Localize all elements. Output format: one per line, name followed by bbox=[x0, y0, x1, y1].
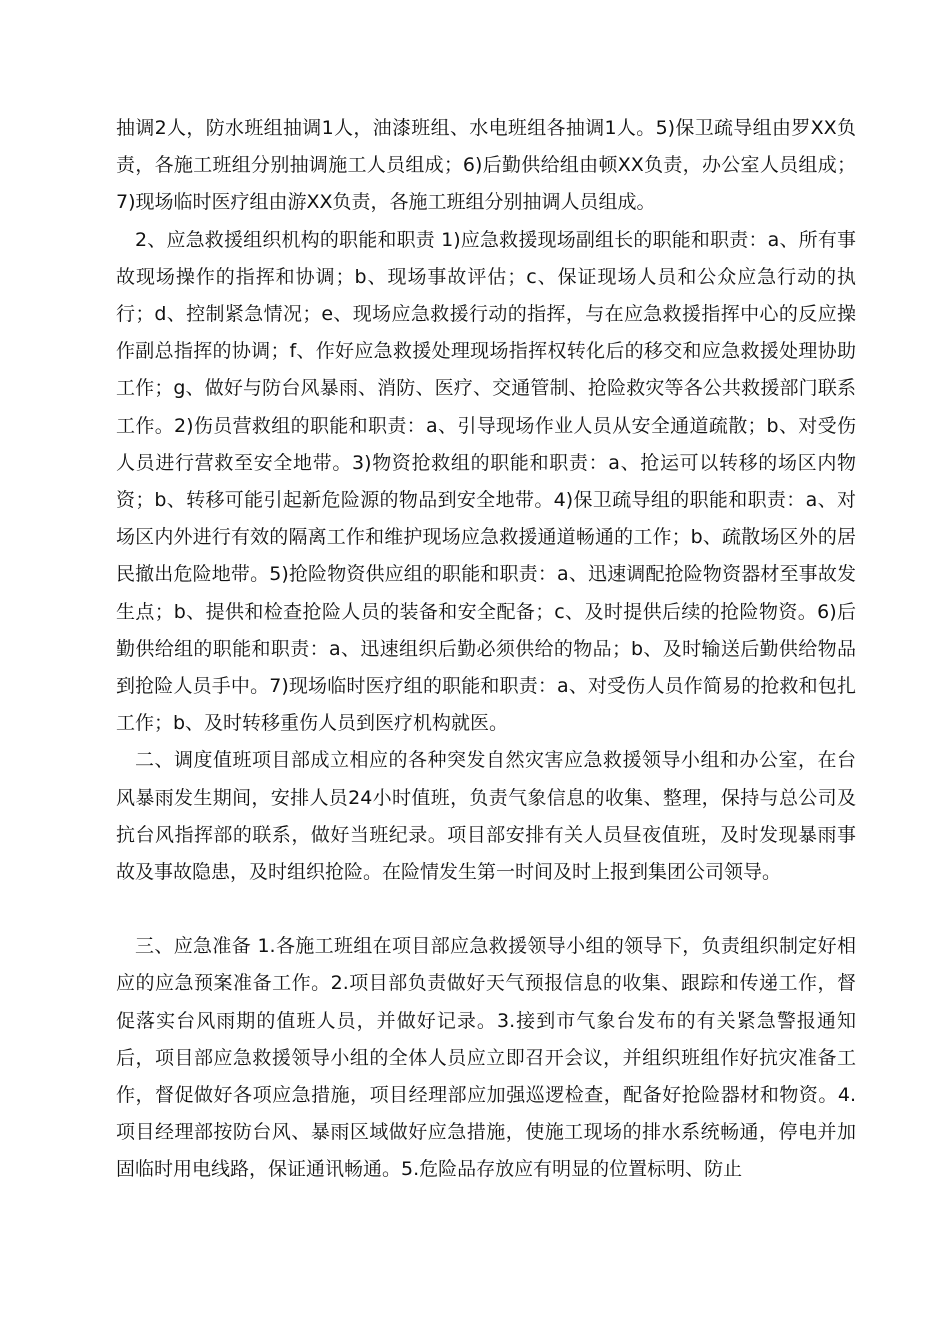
paragraph-emergency-preparation: 三、应急准备 1.各施工班组在项目部应急救援领导小组的领导下，负责组织制定好相应的应急预案准备工作。2.项目部负责做好天气预报信息的收集、跟踪和传递工作，督促落实台风雨期的值班人员，并做好记录。3.接到市气象台发布的有关紧急警报通知后，项目部应急救援领导小组的全体人员应立即召开会议，并组织班组作好抗灾准备工作，督促做好各项应急措施，项目经理部应加强巡逻检查，配备好抢险器材和物资。4.项目经理部按防台风、暴雨区域做好应急措施，使施工现场的排水系统畅通，停电并加固临时用电线路，保证通讯畅通。5.危险品存放应有明显的位置标明、防止 bbox=[116, 935, 856, 1181]
paragraph-duty-scheduling: 二、调度值班项目部成立相应的各种突发自然灾害应急救援领导小组和办公室，在台风暴雨发生期间，安排人员24小时值班，负责气象信息的收集、整理，保持与总公司及抗台风指挥部的联系，做好当班纪录。项目部安排有关人员昼夜值班，及时发现暴雨事故及事故隐患，及时组织抢险。在险情发生第一时间及时上报到集团公司领导。 bbox=[116, 749, 856, 884]
document-body bbox=[116, 110, 856, 1189]
paragraph-organization-duties: 2、应急救援组织机构的职能和职责 1)应急救援现场副组长的职能和职责：a、所有事故现场操作的指挥和协调；b、现场事故评估；c、保证现场人员和公众应急行动的执行；d、控制紧急情况；e、现场应急救援行动的指挥，与在应急救援指挥中心的反应操作副总指挥的协调；f、作好应急救援处理现场指挥权转化后的移交和应急救援处理协助工作；g、做好与防台风暴雨、消防、医疗、交通管制、抢险救灾等各公共救援部门联系工作。2)伤员营救组的职能和职责：a、引导现场作业人员从安全通道疏散；b、对受伤人员进行营救至安全地带。3)物资抢救组的职能和职责：a、抢运可以转移的场区内物资；b、转移可能引起新危险源的物品到安全地带。4)保卫疏导组的职能和职责：a、对场区内外进行有效的隔离工作和维护现场应急救援通道畅通的工作；b、疏散场区外的居民撤出危险地带。5)抢险物资供应组的职能和职责：a、迅速调配抢险物资器材至事故发生点；b、提供和检查抢险人员的装备和安全配备；c、及时提供后续的抢险物资。6)后勤供给组的职能和职责：a、迅速组织后勤必须供给的物品；b、及时输送后勤供给物品到抢险人员手中。7)现场临时医疗组的职能和职责：a、对受伤人员作简易的抢救和包扎工作；b、及时转移重伤人员到医疗机构就医。 bbox=[116, 228, 856, 735]
paragraph-continuation: 抽调2人，防水班组抽调1人，油漆班组、水电班组各抽调1人。5)保卫疏导组由罗XX负责，各施工班组分别抽调施工人员组成；6)后勤供给组由顿XX负责，办公室人员组成；7)现场临时医疗组由游XX负责，各施工班组分别抽调人员组成。 bbox=[116, 117, 856, 214]
